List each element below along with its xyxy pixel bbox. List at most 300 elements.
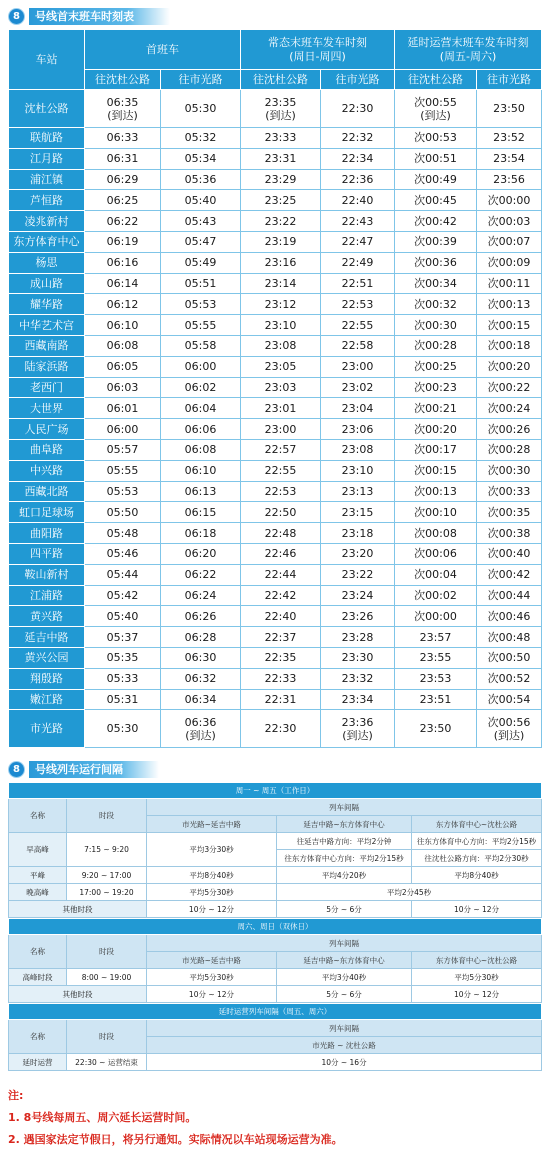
station-name: 曲阜路 xyxy=(9,439,85,460)
time-cell xyxy=(85,647,161,668)
time-value: 05:48 xyxy=(106,526,139,540)
col-interval: 列车间隔 xyxy=(147,935,542,952)
time-cell xyxy=(395,523,477,544)
station-name: 黄兴公园 xyxy=(9,647,85,668)
time-cell xyxy=(477,647,542,668)
time-value: 23:15 xyxy=(341,505,374,519)
time-cell xyxy=(241,647,321,668)
time-value: 次00:06 xyxy=(414,547,457,561)
time-cell xyxy=(395,190,477,211)
other-seg3: 10分 ~ 12分 xyxy=(412,986,542,1003)
table-row xyxy=(9,606,542,627)
time-value: 22:48 xyxy=(264,526,297,540)
station-name: 联航路 xyxy=(9,128,85,149)
arrival-note: (到达) xyxy=(265,108,296,122)
time-value: 22:30 xyxy=(341,102,374,115)
segment-3: 东方体育中心~沈杜公路 xyxy=(412,816,542,833)
time-cell xyxy=(85,419,161,440)
time-cell xyxy=(321,543,395,564)
time-cell xyxy=(321,128,395,149)
time-value: 06:05 xyxy=(106,360,139,374)
time-cell xyxy=(395,169,477,190)
time-cell xyxy=(161,148,241,169)
time-value: 23:00 xyxy=(264,422,297,436)
station-name: 成山路 xyxy=(9,273,85,294)
time-value: 06:08 xyxy=(106,339,139,353)
time-cell xyxy=(321,356,395,377)
time-cell xyxy=(321,460,395,481)
time-value: 23:57 xyxy=(419,630,452,644)
time-value: 次00:22 xyxy=(487,380,531,394)
time-value: 次00:04 xyxy=(414,568,457,582)
time-cell xyxy=(321,90,395,128)
time-value: 22:46 xyxy=(264,547,297,561)
flat-seg3: 平均8分40秒 xyxy=(412,867,542,884)
time-value: 22:50 xyxy=(264,505,297,519)
other-seg1: 10分 ~ 12分 xyxy=(147,986,277,1003)
time-value: 23:32 xyxy=(341,672,374,686)
time-cell xyxy=(395,231,477,252)
time-cell xyxy=(395,710,477,748)
other-name: 其他时段 xyxy=(9,901,147,918)
station-name: 老西门 xyxy=(9,377,85,398)
time-value: 06:08 xyxy=(184,443,217,457)
time-cell xyxy=(321,481,395,502)
time-cell xyxy=(161,606,241,627)
time-cell xyxy=(85,481,161,502)
time-value: 次00:52 xyxy=(487,672,531,686)
time-cell xyxy=(161,585,241,606)
am-seg2-a: 往延吉中路方向：平均2分钟 xyxy=(277,833,412,850)
table-row xyxy=(9,564,542,585)
time-cell xyxy=(161,689,241,710)
regular-title: 常态末班车发车时刻 xyxy=(268,35,367,49)
time-value: 次00:03 xyxy=(487,214,531,228)
time-cell xyxy=(241,90,321,128)
time-cell xyxy=(85,128,161,149)
time-value: 06:10 xyxy=(184,464,217,478)
time-value: 次00:51 xyxy=(414,152,457,166)
time-value: 22:55 xyxy=(264,464,297,478)
time-value: 次00:35 xyxy=(487,505,531,519)
time-cell xyxy=(395,252,477,273)
weekend-band: 周六、周日（双休日） xyxy=(9,919,542,935)
time-value: 23:13 xyxy=(341,484,374,498)
am-seg3-a: 往东方体育中心方向：平均2分15秒 xyxy=(412,833,542,850)
arrival-note: (到达) xyxy=(493,728,525,742)
pm-peak-time: 17:00 ~ 19:20 xyxy=(67,884,147,901)
time-cell xyxy=(477,90,542,128)
time-value: 23:08 xyxy=(264,339,297,353)
time-value: 次00:20 xyxy=(414,422,457,436)
time-cell xyxy=(477,273,542,294)
time-value: 23:14 xyxy=(264,276,297,290)
time-value: 05:57 xyxy=(106,443,139,457)
time-value: 23:28 xyxy=(341,630,374,644)
time-cell xyxy=(85,273,161,294)
col-extended-last xyxy=(395,30,542,70)
time-cell xyxy=(477,585,542,606)
time-value: 22:30 xyxy=(264,722,297,736)
time-cell xyxy=(321,439,395,460)
am-seg1: 平均3分30秒 xyxy=(147,833,277,867)
time-cell xyxy=(395,356,477,377)
time-value: 05:55 xyxy=(184,318,217,332)
time-value: 05:58 xyxy=(184,339,217,353)
segment-all: 市光路 ~ 沈杜公路 xyxy=(147,1037,542,1054)
time-value: 05:42 xyxy=(106,588,139,602)
time-value: 05:53 xyxy=(184,297,217,311)
col-regular-last xyxy=(241,30,395,70)
time-value: 22:32 xyxy=(341,131,374,145)
regular-subtitle: (周日-周四) xyxy=(289,49,346,63)
time-cell xyxy=(477,627,542,648)
time-cell xyxy=(241,606,321,627)
time-cell xyxy=(241,627,321,648)
timetable-header xyxy=(0,3,550,29)
note-2: 2. 遇国家法定节假日，将另行通知。实际情况以车站现场运营为准。 xyxy=(8,1133,343,1147)
weekday-band: 周一 ~ 周五（工作日） xyxy=(9,783,542,799)
time-cell xyxy=(395,627,477,648)
time-cell xyxy=(395,148,477,169)
col-name: 名称 xyxy=(9,1020,67,1054)
time-value: 23:53 xyxy=(419,672,452,686)
time-cell xyxy=(161,377,241,398)
time-cell xyxy=(241,585,321,606)
time-value: 05:30 xyxy=(184,102,217,115)
time-value: 次00:30 xyxy=(414,318,457,332)
time-value: 22:53 xyxy=(341,297,374,311)
col-period: 时段 xyxy=(67,1020,147,1054)
time-value: 06:01 xyxy=(106,401,139,415)
time-value: 06:00 xyxy=(106,422,139,436)
time-value: 次00:28 xyxy=(487,443,531,457)
time-cell xyxy=(395,335,477,356)
time-cell xyxy=(161,439,241,460)
time-cell xyxy=(321,668,395,689)
time-value: 06:32 xyxy=(184,672,217,686)
time-cell xyxy=(477,710,542,748)
station-name: 市光路 xyxy=(9,710,85,748)
time-value: 05:40 xyxy=(106,609,139,623)
time-value: 次00:39 xyxy=(414,235,457,249)
time-value: 06:16 xyxy=(106,256,139,270)
time-value: 23:22 xyxy=(341,568,374,582)
time-value: 05:51 xyxy=(184,276,217,290)
dir-a: 往沈杜公路 xyxy=(241,70,321,90)
time-value: 05:32 xyxy=(184,131,217,145)
time-value: 23:22 xyxy=(264,214,297,228)
time-value: 23:20 xyxy=(341,547,374,561)
time-cell xyxy=(85,710,161,748)
time-value: 次00:23 xyxy=(414,380,457,394)
time-cell xyxy=(395,398,477,419)
time-value: 次00:49 xyxy=(414,172,457,186)
time-cell xyxy=(85,502,161,523)
time-cell xyxy=(161,190,241,211)
time-cell xyxy=(321,211,395,232)
time-value: 次00:20 xyxy=(487,360,531,374)
col-first-train: 首班车 xyxy=(85,30,241,70)
station-name: 中华艺术宫 xyxy=(9,315,85,336)
time-value: 次00:00 xyxy=(487,193,531,207)
time-value: 06:10 xyxy=(106,318,139,332)
table-row xyxy=(9,481,542,502)
time-cell xyxy=(161,419,241,440)
time-value: 06:04 xyxy=(184,401,217,415)
table-row xyxy=(9,273,542,294)
time-value: 06:33 xyxy=(106,131,139,145)
col-period: 时段 xyxy=(67,799,147,833)
station-name: 沈杜公路 xyxy=(9,90,85,128)
time-cell xyxy=(477,460,542,481)
flat-seg2: 平均4分20秒 xyxy=(277,867,412,884)
time-cell xyxy=(477,190,542,211)
time-cell xyxy=(85,315,161,336)
extended-value: 10分 ~ 16分 xyxy=(147,1054,542,1071)
time-cell xyxy=(321,148,395,169)
time-value: 06:36 xyxy=(184,715,217,729)
time-value: 次00:13 xyxy=(414,484,457,498)
time-cell xyxy=(477,564,542,585)
time-value: 22:47 xyxy=(341,235,374,249)
time-value: 23:08 xyxy=(341,443,374,457)
time-value: 05:53 xyxy=(106,484,139,498)
time-value: 22:49 xyxy=(341,256,374,270)
time-cell xyxy=(395,606,477,627)
station-name: 大世界 xyxy=(9,398,85,419)
time-cell xyxy=(321,564,395,585)
station-name: 江浦路 xyxy=(9,585,85,606)
time-cell xyxy=(85,606,161,627)
time-cell xyxy=(85,460,161,481)
time-value: 次00:02 xyxy=(414,588,457,602)
time-cell xyxy=(477,502,542,523)
time-cell xyxy=(161,356,241,377)
time-value: 06:25 xyxy=(106,193,139,207)
time-cell xyxy=(477,169,542,190)
time-value: 23:34 xyxy=(341,692,374,706)
time-value: 次00:55 xyxy=(414,95,457,109)
interval-header xyxy=(0,756,550,782)
time-value: 06:19 xyxy=(106,235,139,249)
time-value: 05:47 xyxy=(184,235,217,249)
extended-subtitle: (周五-周六) xyxy=(439,49,497,63)
time-value: 23:06 xyxy=(341,422,374,436)
time-cell xyxy=(395,647,477,668)
table-row xyxy=(9,460,542,481)
time-cell xyxy=(321,606,395,627)
time-cell xyxy=(395,315,477,336)
time-cell xyxy=(321,502,395,523)
time-cell xyxy=(395,419,477,440)
time-cell xyxy=(85,335,161,356)
time-cell xyxy=(395,460,477,481)
time-cell xyxy=(85,398,161,419)
time-cell xyxy=(321,231,395,252)
col-period: 时段 xyxy=(67,935,147,969)
time-cell xyxy=(241,398,321,419)
time-cell xyxy=(161,523,241,544)
station-name: 西藏北路 xyxy=(9,481,85,502)
table-row xyxy=(9,502,542,523)
time-value: 23:54 xyxy=(493,152,525,166)
time-cell xyxy=(321,252,395,273)
table-row xyxy=(9,252,542,273)
time-value: 05:31 xyxy=(106,692,139,706)
station-name: 中兴路 xyxy=(9,460,85,481)
dir-b: 往市光路 xyxy=(161,70,241,90)
time-value: 22:35 xyxy=(264,651,297,665)
time-value: 23:33 xyxy=(264,131,297,145)
extended-title: 延时运营末班车发车时刻 xyxy=(407,35,529,49)
time-value: 06:02 xyxy=(184,380,217,394)
time-value: 06:20 xyxy=(184,547,217,561)
table-row xyxy=(9,356,542,377)
time-cell xyxy=(241,564,321,585)
time-value: 22:57 xyxy=(264,443,297,457)
time-value: 次00:53 xyxy=(414,131,457,145)
time-value: 05:40 xyxy=(184,193,217,207)
flat-name: 平峰 xyxy=(9,867,67,884)
time-cell xyxy=(241,377,321,398)
time-cell xyxy=(85,211,161,232)
table-row xyxy=(9,585,542,606)
line-badge: 8 xyxy=(8,761,25,778)
table-row xyxy=(9,211,542,232)
time-cell xyxy=(241,710,321,748)
time-value: 06:22 xyxy=(184,568,217,582)
time-cell xyxy=(161,710,241,748)
time-value: 23:51 xyxy=(419,692,452,706)
time-cell xyxy=(85,294,161,315)
dir-b: 往市光路 xyxy=(477,70,542,90)
time-cell xyxy=(241,294,321,315)
time-cell xyxy=(85,90,161,128)
peak-time: 8:00 ~ 19:00 xyxy=(67,969,147,986)
time-value: 次00:44 xyxy=(487,588,531,602)
time-cell xyxy=(477,668,542,689)
notes-title: 注: xyxy=(8,1089,24,1103)
time-value: 06:35 xyxy=(106,95,139,109)
time-value: 次00:50 xyxy=(487,651,531,665)
time-cell xyxy=(477,439,542,460)
time-cell xyxy=(241,190,321,211)
time-value: 次00:26 xyxy=(487,422,531,436)
segment-1: 市光路~延吉中路 xyxy=(147,952,277,969)
time-value: 06:18 xyxy=(184,526,217,540)
time-cell xyxy=(395,564,477,585)
time-value: 23:25 xyxy=(264,193,297,207)
time-cell xyxy=(161,231,241,252)
time-value: 06:26 xyxy=(184,609,217,623)
peak-name: 高峰时段 xyxy=(9,969,67,986)
time-cell xyxy=(477,523,542,544)
time-cell xyxy=(395,128,477,149)
station-name: 人民广场 xyxy=(9,419,85,440)
time-cell xyxy=(321,377,395,398)
time-value: 22:31 xyxy=(264,692,297,706)
time-cell xyxy=(161,315,241,336)
time-value: 次00:21 xyxy=(414,401,457,415)
time-value: 次00:54 xyxy=(487,692,531,706)
time-cell xyxy=(321,710,395,748)
segment-3: 东方体育中心~沈杜公路 xyxy=(412,952,542,969)
table-row xyxy=(9,647,542,668)
time-value: 06:24 xyxy=(184,588,217,602)
time-value: 06:00 xyxy=(184,360,217,374)
time-value: 05:36 xyxy=(184,172,217,186)
table-row xyxy=(9,668,542,689)
time-value: 22:37 xyxy=(264,630,297,644)
time-cell xyxy=(241,335,321,356)
time-value: 次00:48 xyxy=(487,630,531,644)
time-cell xyxy=(161,564,241,585)
time-cell xyxy=(161,543,241,564)
time-value: 23:50 xyxy=(419,722,452,736)
time-value: 05:34 xyxy=(184,152,217,166)
time-cell xyxy=(85,190,161,211)
first-last-train-table xyxy=(8,29,542,748)
time-cell xyxy=(395,294,477,315)
time-value: 23:36 xyxy=(341,715,374,729)
time-cell xyxy=(161,460,241,481)
station-name: 耀华路 xyxy=(9,294,85,315)
time-cell xyxy=(85,627,161,648)
station-name: 延吉中路 xyxy=(9,627,85,648)
time-value: 05:50 xyxy=(106,505,139,519)
section-title: 号线列车运行间隔 xyxy=(29,761,159,778)
time-cell xyxy=(85,148,161,169)
time-cell xyxy=(477,148,542,169)
dir-b: 往市光路 xyxy=(321,70,395,90)
time-cell xyxy=(321,190,395,211)
time-value: 23:31 xyxy=(264,152,297,166)
segment-1: 市光路~延吉中路 xyxy=(147,816,277,833)
time-value: 次00:45 xyxy=(414,193,457,207)
time-cell xyxy=(85,543,161,564)
pm-seg23: 平均2分45秒 xyxy=(277,884,542,901)
table-row xyxy=(9,294,542,315)
time-value: 22:42 xyxy=(264,588,297,602)
time-value: 23:02 xyxy=(341,380,374,394)
time-value: 06:22 xyxy=(106,214,139,228)
time-value: 23:29 xyxy=(264,172,297,186)
time-cell xyxy=(321,335,395,356)
time-value: 06:28 xyxy=(184,630,217,644)
table-row xyxy=(9,335,542,356)
time-cell xyxy=(241,169,321,190)
time-value: 次00:56 xyxy=(487,715,531,729)
table-row xyxy=(9,377,542,398)
time-value: 23:16 xyxy=(264,256,297,270)
station-name: 芦恒路 xyxy=(9,190,85,211)
time-value: 23:18 xyxy=(341,526,374,540)
time-value: 23:10 xyxy=(264,318,297,332)
extended-interval-table xyxy=(8,1003,542,1071)
time-value: 06:13 xyxy=(184,484,217,498)
time-cell xyxy=(241,481,321,502)
time-cell xyxy=(477,419,542,440)
col-interval: 列车间隔 xyxy=(147,1020,542,1037)
time-cell xyxy=(241,439,321,460)
time-cell xyxy=(241,128,321,149)
station-name: 浦江镇 xyxy=(9,169,85,190)
time-value: 05:43 xyxy=(184,214,217,228)
time-value: 05:49 xyxy=(184,256,217,270)
time-cell xyxy=(161,294,241,315)
time-cell xyxy=(241,231,321,252)
